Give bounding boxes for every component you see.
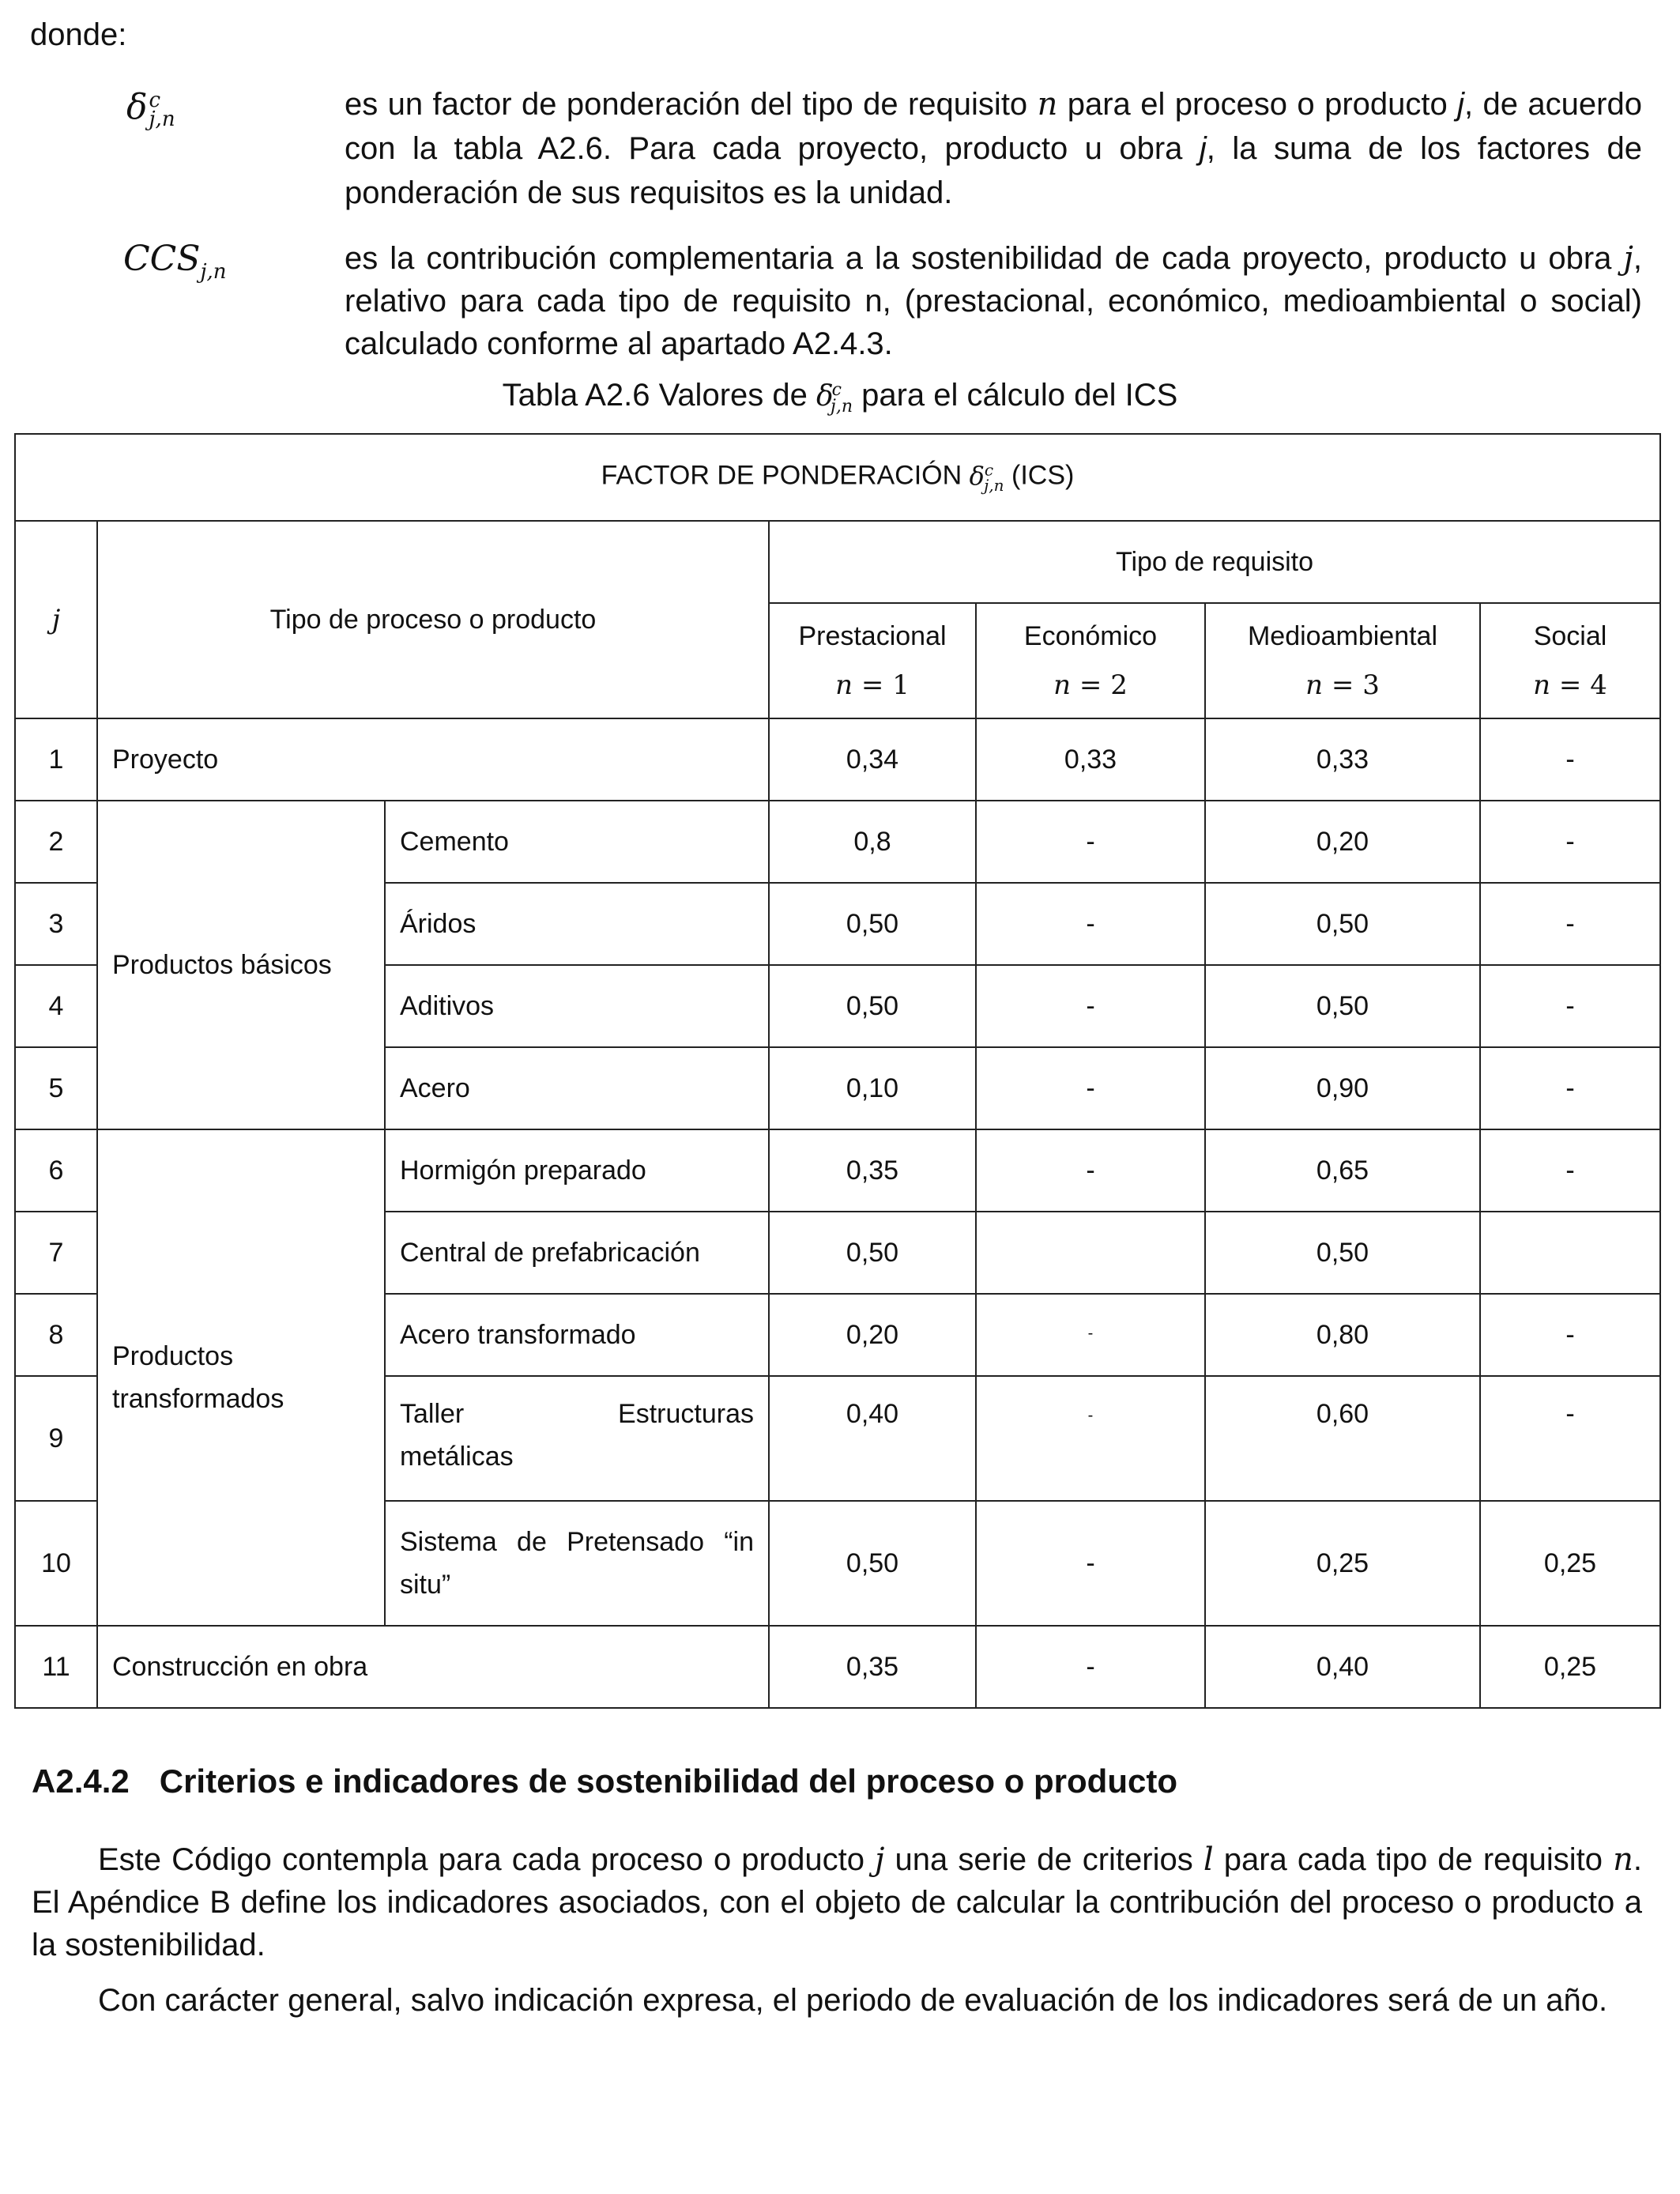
row-name: Proyecto xyxy=(97,718,769,801)
table-title-row xyxy=(15,434,1660,521)
cell-value: - xyxy=(1480,883,1660,965)
symbol-delta xyxy=(126,87,175,129)
row-j: 7 xyxy=(15,1212,97,1294)
cell-value: - xyxy=(1480,1129,1660,1212)
cell-value: 0,50 xyxy=(769,1501,976,1626)
cell-value xyxy=(976,1212,1205,1294)
cell-value: - xyxy=(976,883,1205,965)
cell-value: - xyxy=(1480,1376,1660,1501)
cell-value: - xyxy=(976,1376,1205,1501)
cell-value: 0,8 xyxy=(769,801,976,883)
cell-value: 0,50 xyxy=(1205,883,1480,965)
intro-label: donde: xyxy=(30,17,127,52)
paragraph-1: Este Código contempla para cada proceso o producto j una serie de criterios l para cada tipo de requisito n. El Apéndice B define los indicadores asociados, con el objeto de calcular la contribución del proceso o producto a la sostenibilidad. xyxy=(32,1842,1643,1962)
cell-value: 0,34 xyxy=(769,718,976,801)
cell-value: 0,65 xyxy=(1205,1129,1480,1212)
row-j: 3 xyxy=(15,883,97,965)
cell-value: - xyxy=(976,1129,1205,1212)
symbol-ccs xyxy=(123,239,227,284)
cell-value: - xyxy=(1480,1294,1660,1376)
cell-value: 0,25 xyxy=(1205,1501,1480,1626)
row-name: Central de prefabricación xyxy=(385,1212,769,1294)
row-j: 2 xyxy=(15,801,97,883)
table-row xyxy=(15,1129,1660,1212)
cell-value: - xyxy=(976,965,1205,1047)
col-economico-header: Económico n = 2 xyxy=(976,603,1205,718)
cell-value: 0,25 xyxy=(1480,1501,1660,1626)
cell-value: 0,33 xyxy=(1205,718,1480,801)
cell-value: 0,50 xyxy=(769,883,976,965)
row-j: 8 xyxy=(15,1294,97,1376)
cell-value: 0,80 xyxy=(1205,1294,1480,1376)
cell-value: 0,50 xyxy=(769,1212,976,1294)
table-title: FACTOR DE PONDERACIÓN $\delta^c_{j,n}$ (ICS) xyxy=(15,434,1660,521)
col-prestacional-header: Prestacional n = 1 xyxy=(769,603,976,718)
cell-value: 0,50 xyxy=(1205,1212,1480,1294)
symbol-base: δ xyxy=(126,87,148,127)
row-name: Cemento xyxy=(385,801,769,883)
symbol-sub: j,n xyxy=(149,107,175,131)
col-tipo-header: Tipo de proceso o producto xyxy=(97,521,769,718)
weighting-factor-table xyxy=(14,433,1661,1709)
cell-value: 0,25 xyxy=(1480,1626,1660,1708)
cell-value xyxy=(1480,1212,1660,1294)
row-j: 11 xyxy=(15,1626,97,1708)
row-name: Áridos xyxy=(385,883,769,965)
row-name: Acero transformado xyxy=(385,1294,769,1376)
row-name: Acero xyxy=(385,1047,769,1129)
cell-value: 0,20 xyxy=(1205,801,1480,883)
group-productos-transformados: Productos transformados xyxy=(97,1129,385,1626)
cell-value: 0,35 xyxy=(769,1129,976,1212)
cell-value: - xyxy=(976,1501,1205,1626)
row-name: Sistema de Pretensado “in situ” xyxy=(385,1501,769,1626)
table-row xyxy=(15,718,1660,801)
col-group-header: Tipo de requisito xyxy=(769,521,1660,603)
row-j: 10 xyxy=(15,1501,97,1626)
definition-delta-text: es un factor de ponderación del tipo de requisito n para el proceso o producto j, de acuerdo con la tabla A2.6. Para cada proyecto, producto u obra j, la suma de los factores de ponderación de sus requisitos es la unidad. xyxy=(345,86,1643,210)
cell-value: - xyxy=(976,1626,1205,1708)
cell-value: - xyxy=(1480,1047,1660,1129)
section-number: A2.4.2 xyxy=(32,1762,130,1800)
symbol-sub: j,n xyxy=(200,259,227,284)
section-heading xyxy=(32,1762,1177,1800)
table-row xyxy=(15,1626,1660,1708)
row-j: 6 xyxy=(15,1129,97,1212)
cell-value: 0,50 xyxy=(1205,965,1480,1047)
table-row xyxy=(15,801,1660,883)
row-j: 5 xyxy=(15,1047,97,1129)
cell-value: - xyxy=(1480,801,1660,883)
cell-value: - xyxy=(976,1294,1205,1376)
cell-value: 0,50 xyxy=(769,965,976,1047)
paragraph-2: Con carácter general, salvo indicación expresa, el periodo de evaluación de los indicadores será de un año. xyxy=(98,1983,1608,2018)
definition-ccs-text: es la contribución complementaria a la sostenibilidad de cada proyecto, producto u obra j, relativo para cada tipo de requisito n, (prestacional, económico, medioambiental o social) calculado conforme al apartado A2.4.3. xyxy=(345,240,1642,361)
row-j: 1 xyxy=(15,718,97,801)
cell-value: 0,40 xyxy=(769,1376,976,1501)
cell-value: 0,10 xyxy=(769,1047,976,1129)
row-name: Taller Estructuras metálicas xyxy=(385,1376,769,1501)
group-productos-basicos: Productos básicos xyxy=(97,801,385,1129)
table-header-row xyxy=(15,521,1660,603)
row-name: Construcción en obra xyxy=(97,1626,769,1708)
cell-value: - xyxy=(976,1047,1205,1129)
cell-value: 0,35 xyxy=(769,1626,976,1708)
cell-value: 0,40 xyxy=(1205,1626,1480,1708)
table-caption: Tabla A2.6 Valores de $\delta^c_{j,n}$ para el cálculo del ICS xyxy=(502,378,1178,417)
col-medioambiental-header: Medioambiental n = 3 xyxy=(1205,603,1480,718)
col-j-header: j xyxy=(15,521,97,718)
cell-value: - xyxy=(976,801,1205,883)
cell-value: 0,90 xyxy=(1205,1047,1480,1129)
row-name: Hormigón preparado xyxy=(385,1129,769,1212)
cell-value: - xyxy=(1480,965,1660,1047)
col-social-header: Social n = 4 xyxy=(1480,603,1660,718)
cell-value: 0,60 xyxy=(1205,1376,1480,1501)
cell-value: 0,20 xyxy=(769,1294,976,1376)
row-j: 4 xyxy=(15,965,97,1047)
symbol-base: CCS xyxy=(123,239,201,279)
symbol-sup: c xyxy=(149,88,161,112)
row-name: Aditivos xyxy=(385,965,769,1047)
row-j: 9 xyxy=(15,1376,97,1501)
section-title: Criterios e indicadores de sostenibilidad del proceso o producto xyxy=(159,1762,1177,1800)
cell-value: - xyxy=(1480,718,1660,801)
cell-value: 0,33 xyxy=(976,718,1205,801)
